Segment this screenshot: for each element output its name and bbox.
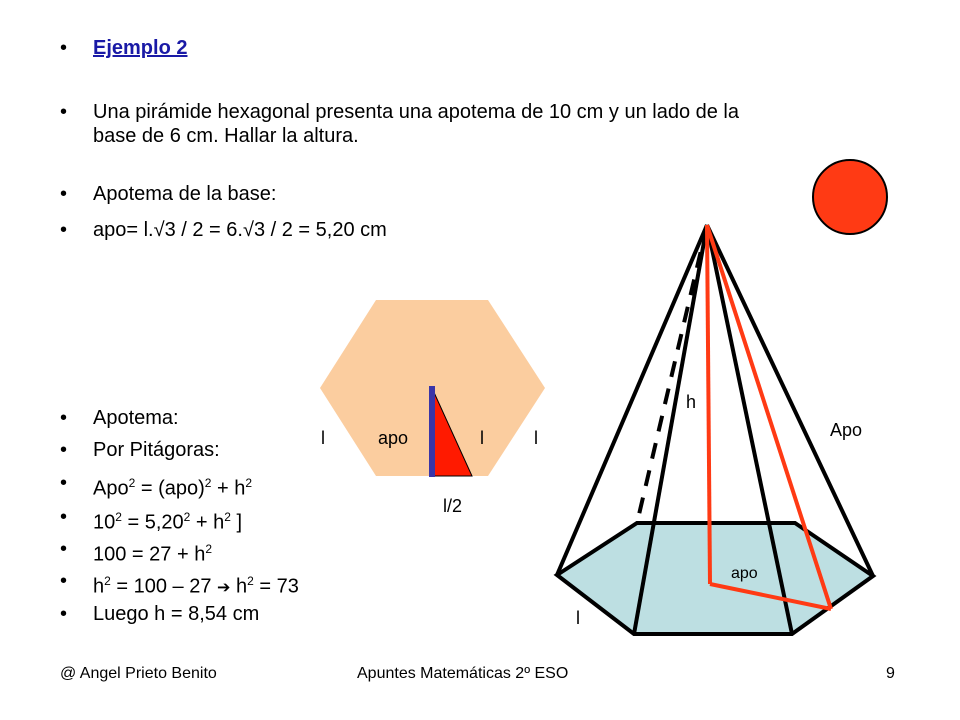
pyramid-label-apo: apo bbox=[731, 565, 758, 582]
hex-label-half: l/2 bbox=[443, 496, 463, 516]
footer-author: @ Angel Prieto Benito bbox=[60, 665, 217, 682]
hex-label-mid-l: l bbox=[480, 428, 484, 448]
apo-formula: apo= l.√3 / 2 = 6.√3 / 2 = 5,20 cm bbox=[93, 219, 387, 241]
pyramid-label-Apo: Apo bbox=[830, 420, 863, 440]
pyramid-label-l: l bbox=[576, 608, 580, 628]
problem-text: Una pirámide hexagonal presenta una apotema de 10 cm y un lado de la base de 6 cm. Hallar la altura. bbox=[93, 101, 739, 147]
equation-pythagoras: $Apo^2 = (apo)^2 + h^2$ bbox=[93, 476, 253, 500]
equation-simplified: $100 = 27 + h^2$ bbox=[93, 542, 213, 566]
pyramid-edge-hidden bbox=[637, 225, 707, 523]
bullet: • bbox=[60, 407, 68, 429]
arrow-icon: ➔ bbox=[217, 577, 231, 597]
red-circle-shape bbox=[813, 160, 887, 234]
apotema-heading: Apotema: bbox=[93, 407, 179, 429]
bullet: • bbox=[60, 439, 68, 461]
bullet: • bbox=[60, 472, 68, 494]
hex-label-right-l: l bbox=[534, 428, 538, 448]
bullet: • bbox=[60, 570, 68, 592]
bullet: • bbox=[60, 603, 68, 625]
bullet: • bbox=[60, 538, 68, 560]
equation-h-squared: $h^2 = 100 - 27$ ➔ $h^2 = 73$ bbox=[93, 574, 299, 598]
footer-page-number: 9 bbox=[886, 665, 895, 682]
pitagoras-heading: Por Pitágoras: bbox=[93, 439, 220, 461]
bullet: • bbox=[60, 183, 68, 205]
pyramid-label-h: h bbox=[686, 392, 697, 412]
base-apothem-heading: Apotema de la base: bbox=[93, 183, 277, 205]
hex-label-left-l: l bbox=[321, 428, 325, 448]
bullet: • bbox=[60, 37, 68, 59]
bullet: • bbox=[60, 219, 68, 241]
equation-substitution: $10^2 = 5,20^2 + h^2$ ] bbox=[93, 510, 243, 534]
bullet: • bbox=[60, 506, 68, 528]
slide-title[interactable]: Ejemplo 2 bbox=[93, 37, 188, 59]
result-text: Luego h = 8,54 cm bbox=[93, 603, 260, 625]
pyramid-base bbox=[557, 523, 873, 634]
bullet: • bbox=[60, 101, 68, 123]
hex-label-apo: apo bbox=[378, 428, 409, 448]
footer-course: Apuntes Matemáticas 2º ESO bbox=[357, 665, 569, 682]
